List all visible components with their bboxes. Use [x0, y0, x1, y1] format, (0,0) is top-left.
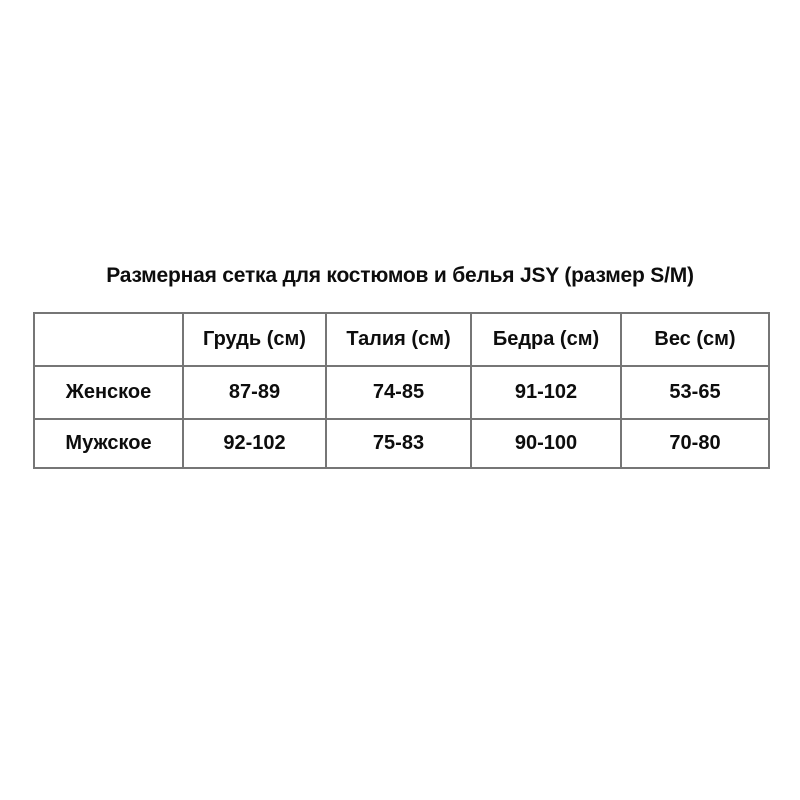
size-table — [33, 312, 770, 469]
cell-men-hips: 90-100 — [471, 419, 621, 468]
cell-men-chest: 92-102 — [183, 419, 326, 468]
row-label-women: Женское — [34, 366, 183, 419]
column-header-hips: Бедра (см) — [471, 313, 621, 366]
column-header-chest: Грудь (см) — [183, 313, 326, 366]
table-row-women — [34, 366, 769, 419]
cell-women-hips: 91-102 — [471, 366, 621, 419]
row-label-men: Мужское — [34, 419, 183, 468]
table-row-men — [34, 419, 769, 468]
cell-women-chest: 87-89 — [183, 366, 326, 419]
cell-men-weight: 70-80 — [621, 419, 769, 468]
column-header-weight: Вес (см) — [621, 313, 769, 366]
cell-women-waist: 74-85 — [326, 366, 471, 419]
header-row — [34, 313, 769, 366]
cell-women-weight: 53-65 — [621, 366, 769, 419]
cell-men-waist: 75-83 — [326, 419, 471, 468]
column-header-empty — [34, 313, 183, 366]
page-title: Размерная сетка для костюмов и белья JSY (размер S/M) — [106, 264, 694, 287]
column-header-waist: Талия (см) — [326, 313, 471, 366]
